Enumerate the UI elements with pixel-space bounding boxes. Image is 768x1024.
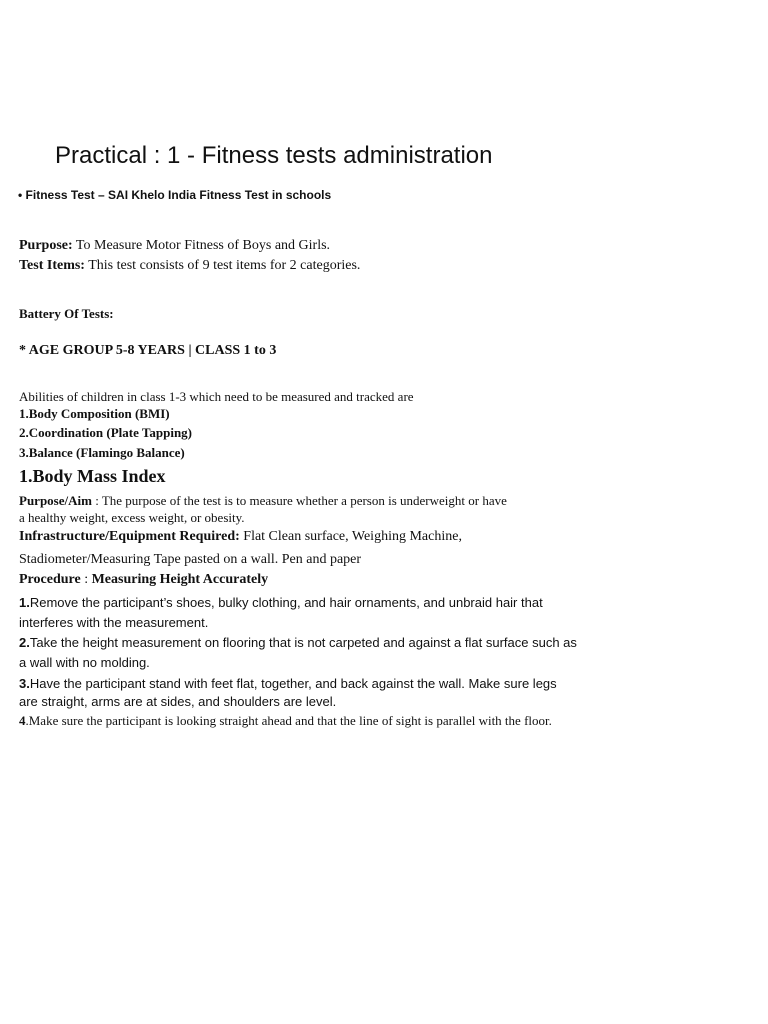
ability-item: 2.Coordination (Plate Tapping)	[19, 425, 193, 440]
bullet-text: Fitness Test – SAI Khelo India Fitness Test in schools	[25, 188, 332, 202]
ability-item: 3.Balance (Flamingo Balance)	[19, 445, 185, 460]
infrastructure-continuation: Stadiometer/Measuring Tape pasted on a wall. Pen and paper	[19, 552, 362, 567]
step-continuation: a wall with no molding.	[19, 655, 150, 670]
purpose-aim-label: Purpose/Aim	[19, 493, 92, 508]
purpose-aim-continuation: a healthy weight, excess weight, or obesity.	[19, 510, 245, 525]
step-text: Remove the participant’s shoes, bulky clothing, and hair ornaments, and unbraid hair that	[29, 595, 543, 610]
abilities-intro: Abilities of children in class 1-3 which need to be measured and tracked are	[19, 389, 414, 404]
ability-item: 1.Body Composition (BMI)	[19, 406, 170, 421]
step-text: Have the participant stand with feet flat, together, and back against the wall. Make sure legs	[29, 676, 557, 691]
page-title: Practical : 1 - Fitness tests administration	[55, 142, 493, 169]
bmi-heading: 1.Body Mass Index	[19, 466, 166, 486]
purpose-aim-line	[19, 493, 507, 509]
step-number: 2.	[19, 635, 30, 650]
purpose-label: Purpose:	[19, 238, 73, 253]
age-group-heading: * AGE GROUP 5-8 YEARS | CLASS 1 to 3	[19, 343, 277, 358]
bullet-symbol: •	[18, 188, 23, 202]
step-text: .Make sure the participant is looking straight ahead and that the line of sight is parallel with the floor.	[25, 713, 552, 728]
infrastructure-line	[19, 529, 462, 545]
step-continuation: interferes with the measurement.	[19, 615, 209, 630]
step-number: 4	[19, 713, 26, 728]
infrastructure-text: Flat Clean surface, Weighing Machine,	[239, 529, 462, 544]
purpose-text: To Measure Motor Fitness of Boys and Girls.	[72, 238, 331, 253]
battery-heading: Battery Of Tests:	[19, 306, 114, 321]
procedure-separator: :	[80, 572, 92, 587]
procedure-step	[19, 713, 552, 729]
infrastructure-label: Infrastructure/Equipment Required:	[19, 529, 240, 544]
step-number: 1.	[19, 595, 30, 610]
procedure-line	[19, 572, 268, 588]
purpose-line	[19, 238, 330, 254]
procedure-label: Procedure	[19, 572, 81, 587]
test-items-line	[19, 258, 360, 274]
bullet-line	[18, 188, 331, 202]
step-number: 3.	[19, 676, 30, 691]
test-items-label: Test Items:	[19, 258, 85, 273]
test-items-text: This test consists of 9 test items for 2 categories.	[84, 258, 361, 273]
step-text: Take the height measurement on flooring that is not carpeted and against a flat surface such as	[29, 635, 577, 650]
procedure-step	[19, 595, 543, 610]
procedure-subtitle: Measuring Height Accurately	[91, 572, 269, 587]
purpose-aim-text: : The purpose of the test is to measure whether a person is underweight or have	[91, 493, 507, 508]
procedure-step	[19, 676, 557, 691]
step-continuation: are straight, arms are at sides, and shoulders are level.	[19, 694, 337, 709]
procedure-step	[19, 635, 577, 650]
